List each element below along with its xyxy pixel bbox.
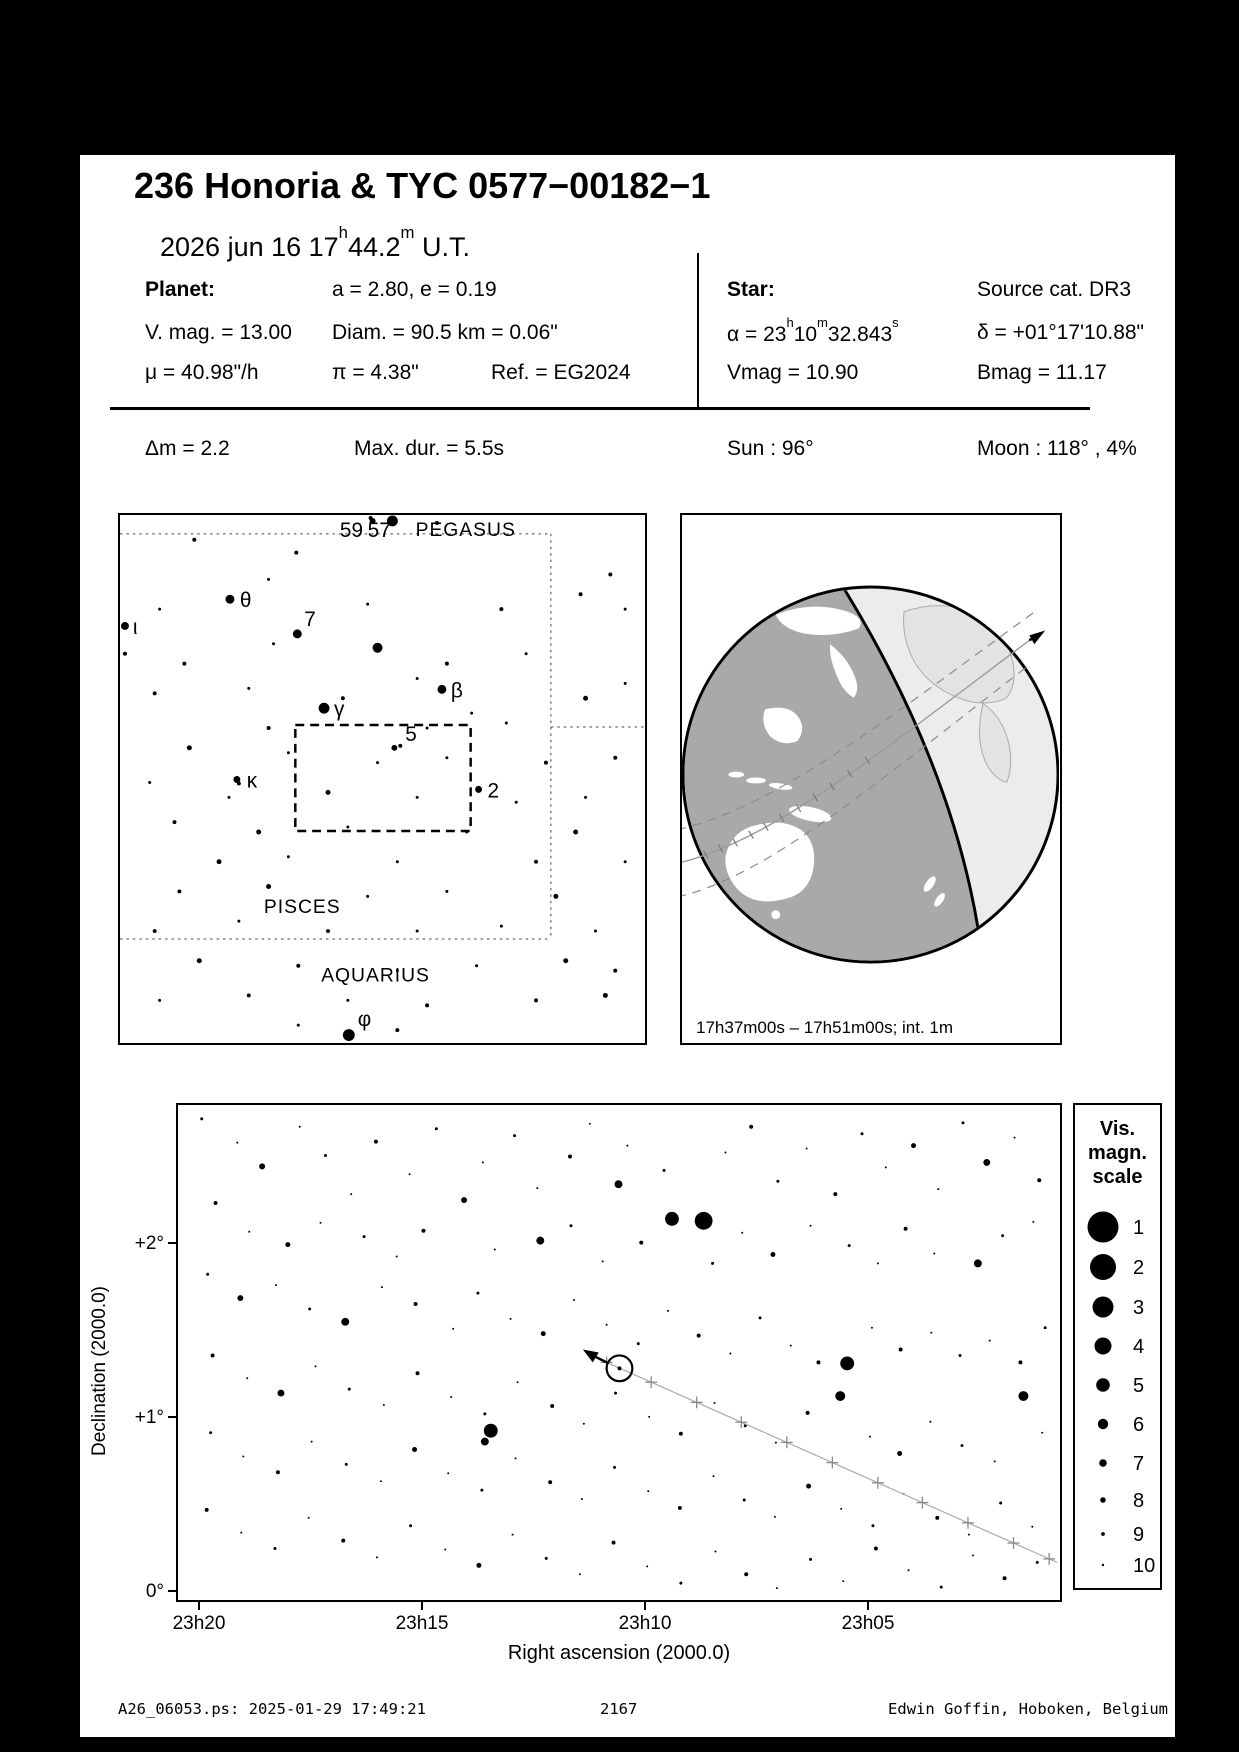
legend-title: Vis. magn. scale [1088, 1118, 1147, 1188]
svg-text:PEGASUS: PEGASUS [415, 519, 516, 541]
x-tick [421, 1602, 423, 1610]
orbit-reference: Ref. = EG2024 [491, 361, 631, 384]
detail-chart-svg [178, 1105, 1059, 1599]
y-tick [168, 1242, 176, 1244]
svg-text:θ: θ [239, 589, 252, 613]
max-duration: Max. dur. = 5.5s [354, 437, 504, 460]
svg-text:γ: γ [333, 698, 345, 722]
svg-text:10: 10 [1133, 1555, 1156, 1577]
track-time-range: 17h37m00s – 17h51m00s; int. 1m [696, 1018, 954, 1037]
y-axis-title: Declination (2000.0) [89, 1285, 110, 1457]
globe-panel [680, 513, 1062, 1045]
x-tick [644, 1602, 646, 1610]
y-tick [168, 1590, 176, 1592]
y-tick-label: +1° [134, 1407, 164, 1428]
footer-filename: A26_06053.ps: 2025-01-29 17:49:21 [118, 1700, 426, 1718]
page-title: 236 Honoria & TYC 0577−00182−1 [134, 165, 711, 206]
footer-page-number: 2167 [600, 1700, 638, 1718]
tasmania-landmass [771, 910, 780, 919]
svg-text:6: 6 [1133, 1414, 1145, 1436]
svg-text:ι: ι [132, 615, 138, 639]
moon-elongation: Moon : 118° , 4% [977, 437, 1137, 460]
svg-text:8: 8 [1133, 1490, 1145, 1512]
x-tick [198, 1602, 200, 1610]
svg-text:9: 9 [1133, 1524, 1145, 1546]
track-arrow-head [1029, 630, 1045, 644]
svg-text:κ: κ [246, 769, 258, 793]
sun-elongation: Sun : 96° [727, 437, 814, 460]
column-divider [697, 253, 699, 408]
x-axis-title: Right ascension (2000.0) [507, 1642, 731, 1664]
star-section-label: Star: [727, 278, 775, 301]
x-tick-label: 23h15 [395, 1613, 449, 1634]
svg-text:5: 5 [1133, 1375, 1145, 1397]
svg-text:4: 4 [1133, 1336, 1145, 1358]
star-bmag: Bmag = 11.17 [977, 361, 1107, 384]
y-tick-label: +2° [134, 1233, 164, 1254]
star-vmag: Vmag = 10.90 [727, 361, 859, 384]
planet-motion: μ = 40.98"/h [145, 361, 259, 384]
star-dec: δ = +01°17'10.88" [977, 321, 1145, 344]
page [80, 155, 1175, 1737]
x-tick-label: 23h20 [172, 1613, 226, 1634]
planet-section-label: Planet: [145, 278, 216, 301]
planet-vmag: V. mag. = 13.00 [145, 321, 292, 344]
detail-chart [176, 1103, 1062, 1602]
planet-parallax: π = 4.38" [332, 361, 419, 384]
earth-globe [682, 515, 1059, 1042]
indonesia-island [728, 772, 744, 778]
horizontal-rule [110, 407, 1090, 410]
svg-text:2: 2 [487, 779, 500, 803]
svg-text:59: 59 [339, 518, 364, 542]
svg-text:PISCES: PISCES [263, 897, 341, 919]
orbit-elements: a = 2.80, e = 0.19 [332, 278, 497, 301]
x-tick [867, 1602, 869, 1610]
svg-text:7: 7 [1133, 1453, 1145, 1475]
svg-text:7: 7 [304, 607, 316, 631]
star-ra: $\alpha = 23^h10^m32.843^s$ [727, 314, 899, 346]
finder-chart-svg [120, 515, 644, 1042]
finder-chart [118, 513, 647, 1045]
svg-text:2: 2 [1133, 1257, 1145, 1279]
planet-diameter: Diam. = 90.5 km = 0.06" [332, 321, 558, 344]
event-datetime: 2026 jun 16 17$^h$44.2$^m$ U.T. [160, 222, 471, 262]
svg-text:3: 3 [1133, 1297, 1145, 1319]
svg-text:57: 57 [367, 518, 391, 542]
svg-text:β: β [450, 679, 463, 703]
legend-scale-svg [1075, 1189, 1159, 1589]
x-tick-label: 23h10 [618, 1613, 672, 1634]
y-tick [168, 1416, 176, 1418]
svg-text:φ: φ [357, 1008, 372, 1032]
x-tick-label: 23h05 [841, 1613, 895, 1634]
footer-author: Edwin Goffin, Hoboken, Belgium [888, 1700, 1168, 1718]
y-tick-label: 0° [145, 1581, 164, 1602]
star-source-catalog: Source cat. DR3 [977, 278, 1132, 301]
svg-text:AQUARIUS: AQUARIUS [321, 965, 430, 987]
magnitude-drop: Δm = 2.2 [145, 437, 230, 460]
indonesia-island [746, 778, 766, 784]
svg-text:5: 5 [405, 722, 417, 746]
svg-text:1: 1 [1133, 1217, 1145, 1239]
magnitude-legend [1073, 1103, 1162, 1590]
australia-landmass [725, 823, 814, 902]
